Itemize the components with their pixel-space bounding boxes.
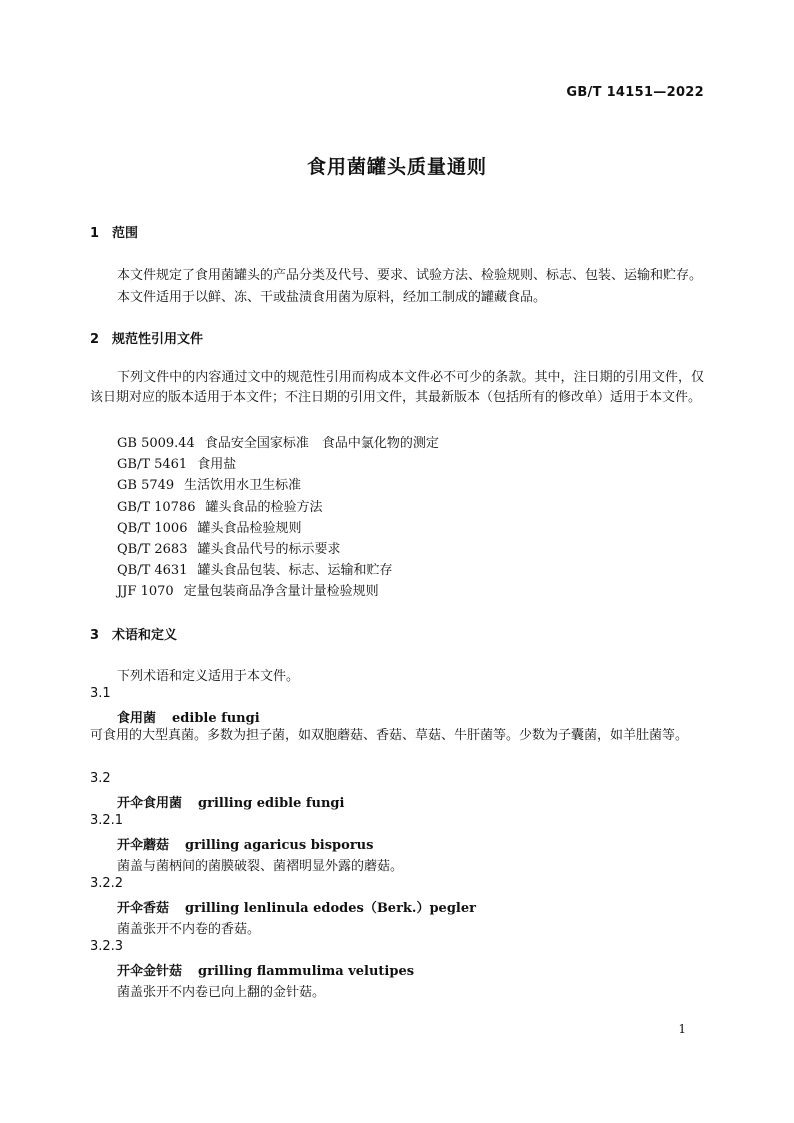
reference-code: GB/T 5461 — [117, 457, 188, 472]
reference-name: 生活饮用水卫生标准 — [184, 478, 302, 493]
term-heading — [117, 834, 373, 853]
term-zh: 食用菌 — [117, 711, 157, 726]
term-en: grilling lenlinula edodes（Berk.）pegler — [185, 901, 476, 916]
term-en: grilling agaricus bisporus — [185, 838, 374, 853]
term-heading — [117, 960, 414, 979]
term-number: 3.2.2 — [90, 876, 124, 891]
term-heading — [117, 792, 344, 811]
document-title: 食用菌罐头质量通则 — [306, 156, 487, 178]
reference-name: 食用盐 — [197, 457, 237, 472]
reference-code: GB/T 10786 — [117, 500, 196, 515]
page-number: 1 — [678, 1022, 686, 1036]
section-title: 术语和定义 — [112, 628, 178, 643]
term-number: 3.2.3 — [90, 939, 124, 954]
term-definition: 菌盖张开不内卷的香菇。 — [117, 922, 261, 937]
paragraph: 下列术语和定义适用于本文件。 — [117, 669, 300, 684]
reference-item — [117, 432, 439, 451]
term-definition: 菌盖与菌柄间的菌膜破裂、菌褶明显外露的蘑菇。 — [117, 859, 404, 874]
reference-item — [117, 559, 393, 578]
term-heading — [117, 897, 476, 916]
term-number: 3.2.1 — [90, 813, 124, 828]
reference-item — [117, 453, 236, 472]
term-zh: 开伞香菇 — [117, 901, 170, 916]
section-number: 3 — [90, 628, 100, 643]
reference-code: GB 5009.44 — [117, 436, 195, 451]
term-number: 3.1 — [90, 686, 111, 701]
term-heading — [117, 707, 260, 726]
reference-item — [117, 517, 302, 536]
reference-code: JJF 1070 — [117, 584, 174, 599]
term-zh: 开伞食用菌 — [117, 796, 183, 811]
standard-code: GB/T 14151—2022 — [566, 85, 704, 100]
reference-name: 定量包装商品净含量计量检验规则 — [183, 584, 379, 599]
reference-item — [117, 580, 379, 599]
section-title: 规范性引用文件 — [112, 332, 204, 347]
reference-code: QB/T 1006 — [117, 521, 188, 536]
reference-name: 罐头食品包装、标志、运输和贮存 — [197, 563, 393, 578]
reference-item — [117, 496, 323, 515]
term-definition: 菌盖张开不内卷已向上翻的金针菇。 — [117, 985, 326, 1000]
reference-code: QB/T 2683 — [117, 542, 188, 557]
term-definition: 可食用的大型真菌。多数为担子菌，如双胞蘑菇、香菇、草菇、牛肝菌等。少数为子囊菌，如羊肚菌等。 — [90, 728, 689, 743]
reference-name: 罐头食品检验规则 — [197, 521, 302, 536]
term-en: grilling edible fungi — [198, 796, 345, 811]
paragraph: 本文件规定了食用菌罐头的产品分类及代号、要求、试验方法、检验规则、标志、包装、运输和贮存。 — [117, 268, 703, 283]
paragraph: 下列文件中的内容通过文中的规范性引用而构成本文件必不可少的条款。其中，注日期的引用文件，仅该日期对应的版本适用于本文件；不注日期的引用文件，其最新版本（包括所有的修改单）适用于本文件。 — [90, 370, 704, 405]
reference-name: 食品安全国家标准 食品中氯化物的测定 — [204, 436, 439, 451]
paragraph: 本文件适用于以鲜、冻、干或盐渍食用菌为原料，经加工制成的罐藏食品。 — [117, 290, 547, 305]
reference-code: GB 5749 — [117, 478, 175, 493]
term-number: 3.2 — [90, 771, 111, 786]
section-heading-2 — [90, 328, 203, 347]
term-zh: 开伞金针菇 — [117, 964, 183, 979]
reference-name: 罐头食品的检验方法 — [205, 500, 323, 515]
reference-item — [117, 474, 301, 493]
term-en: grilling flammulima velutipes — [198, 964, 415, 979]
reference-code: QB/T 4631 — [117, 563, 188, 578]
reference-name: 罐头食品代号的标示要求 — [197, 542, 341, 557]
term-en: edible fungi — [172, 711, 260, 726]
section-heading-3 — [90, 624, 177, 643]
section-number: 1 — [90, 226, 100, 241]
section-title: 范围 — [112, 226, 139, 241]
reference-item — [117, 538, 341, 557]
term-zh: 开伞蘑菇 — [117, 838, 170, 853]
section-heading-1 — [90, 222, 138, 241]
section-number: 2 — [90, 332, 100, 347]
